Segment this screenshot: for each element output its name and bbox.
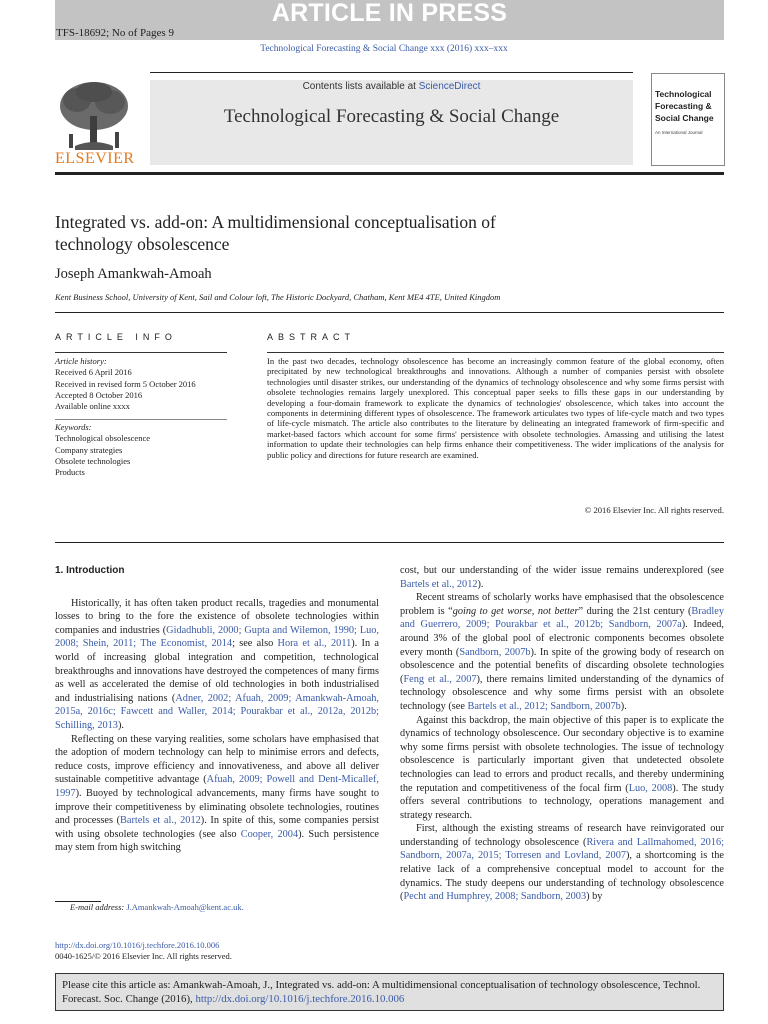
article-title: Integrated vs. add-on: A multidimensional conceptualisation of technology obsolescence xyxy=(55,212,496,254)
abstract-rule xyxy=(267,352,724,353)
intro-paragraph-4: Against this backdrop, the main objective of this paper is to explicate the dynamics of technology obsolescence. Our secondary objective is to examine why some firms persist with obsolete technologies. The issue of technology obsolescence is particularly important given that undetected obsolete technologies can lead to errors and product recalls, and thereby undermining the reputation and competitiveness of the focal firm (Luo, 2008). The study offers several contributions to technology, operations management and strategy research. xyxy=(400,714,724,821)
header-top-rule xyxy=(150,72,633,73)
citation-link[interactable]: Gidadhubli, 2000; Gupta and Wilemon, 1990; Luo, 2008; Shein, 2011; The Economist, 2014 xyxy=(55,624,380,650)
article-info-heading: ARTICLE INFO xyxy=(55,332,177,342)
citation-link[interactable]: Sandborn, 2007b xyxy=(459,646,531,658)
article-info-rule xyxy=(55,352,227,353)
header-bottom-rule xyxy=(55,172,724,175)
citation-link[interactable]: Cooper, 2004 xyxy=(240,828,299,840)
cover-subtitle: An International Journal xyxy=(655,130,703,135)
journal-title: Technological Forecasting & Social Change xyxy=(223,106,560,127)
citation-link[interactable]: Rivera and Lallmahomed, 2016; Sandborn, 2007a, 2015; Torresen and Lovland, 2007 xyxy=(400,836,724,862)
history-received: Received 6 April 2016 xyxy=(55,367,132,378)
citation-link[interactable]: Pecht and Humphrey, 2008; Sandborn, 2003 xyxy=(403,891,587,903)
keyword-item: Company strategies xyxy=(55,444,123,455)
email-footnote: E-mail address: J.Amankwah-Amoah@kent.ac.uk. xyxy=(70,902,244,912)
citation-link[interactable]: Feng et al., 2007 xyxy=(403,673,477,685)
keyword-item: Technological obsolescence xyxy=(55,433,150,444)
journal-header-box xyxy=(150,80,633,165)
citation-link[interactable]: Bartels et al., 2012 xyxy=(120,815,201,827)
citation-link[interactable]: Afuah, 2009; Powell and Dent-Micallef, 1997 xyxy=(55,774,379,799)
introduction-heading: 1. Introduction xyxy=(55,565,125,576)
keywords-label: Keywords: xyxy=(55,422,92,432)
manuscript-id: TFS-18692; No of Pages 9 xyxy=(56,27,174,39)
keywords-block xyxy=(55,422,227,478)
intro-paragraph-3: Recent streams of scholarly works have emphasised that the obsolescence problem is “going to get worse, not better” during the 21st century (Bradley and Guerrero, 2009; Pourakbar et al., 2012b; Sandborn, 2007a). Indeed, around 3% of the global pool of electronic components becomes obsolete every month (Sandborn, 2007b). In spite of the growing body of research on obsolescence and the potential benefits of discarding obsolete technologies (Feng et al., 2007), there remains limited understanding of the dynamics of technology obsolescence and why some firms persist with an obsolete technology (see Bartels et al., 2012; Sandborn, 2007b). xyxy=(400,592,725,712)
history-accepted: Accepted 8 October 2016 xyxy=(55,389,143,400)
abstract-bottom-rule xyxy=(55,542,724,543)
body-right-column xyxy=(400,564,724,904)
citation-link[interactable]: Bartels et al., 2012; Sandborn, 2007b xyxy=(467,700,621,712)
issn-line: 0040-1625/© 2016 Elsevier Inc. All rights reserved. xyxy=(55,951,232,961)
cover-title: Technological Forecasting & Social Change xyxy=(655,89,714,123)
abstract-text: In the past two decades, technology obsolescence has become an increasingly common feature of the global economy, often precipitated by new technological breakthroughs and innovations. Although a number of companies persist with obsolete technologies until disaster strikes, our understanding of the dynamics of technology obsolescence and why some firms persist with obsolete technologies remains largely unexplored. This conceptual paper seeks to fills these gaps in our understanding by developing a four-domain framework to explicate the dynamics of technologies' obsolescence, which takes into account the components in determining different types of obsolescence. The framework articulates two types of life-cycle match and two types of life-cycle mismatch. The article also contributes to the literature by delineating an integrated framework of firm-specific and market-based factors which account for some firms' persistence with obsolete technologies. Amassing and utilising the latest information to update their technologies can help firms enhance their competitiveness. The wider implications of the analysis for public policy and directions for future research are examined. xyxy=(267,356,724,460)
sciencedirect-link[interactable]: ScienceDirect xyxy=(418,81,481,92)
intro-paragraph-5: First, although the existing streams of research have reinvigorated our understanding of technology obsolescence (Rivera and Lallmahomed, 2016; Sandborn, 2007a, 2015; Torresen and Lovland, 2007), a shortcoming is the relative lack of a comprehensive conceptual model to account for the dynamics. The study deepens our understanding of technology obsolescence (Pecht and Humphrey, 2008; Sandborn, 2003) by xyxy=(400,823,724,903)
history-label: Article history: xyxy=(55,356,107,366)
citation-link[interactable]: Luo, 2008 xyxy=(628,782,673,794)
contents-line: Contents lists available at ScienceDirect xyxy=(302,81,481,92)
citation-link[interactable]: Bartels et al., 2012 xyxy=(400,578,478,590)
keyword-item: Products xyxy=(55,467,85,478)
keyword-item: Obsolete technologies xyxy=(55,455,131,466)
citation-link[interactable]: Bradley and Guerrero, 2009; Pourakbar et al., 2012b; Sandborn, 2007a xyxy=(400,605,725,631)
author-affiliation: Kent Business School, University of Kent, Sail and Colour loft, The Historic Dockyard, Chatham, Kent ME4 4TE, United Kingdom xyxy=(55,292,501,302)
keywords-rule xyxy=(55,419,227,420)
abstract-copyright: © 2016 Elsevier Inc. All rights reserved. xyxy=(584,505,724,515)
history-revised: Received in revised form 5 October 2016 xyxy=(55,378,196,389)
abstract-heading: ABSTRACT xyxy=(267,332,356,342)
article-history xyxy=(55,356,227,412)
journal-reference-link[interactable]: Technological Forecasting & Social Change xxx (2016) xxx–xxx xyxy=(260,44,508,54)
citation-text: Please cite this article as: Amankwah-Amoah, J., Integrated vs. add-on: A multidimensional conceptualisation of technology obsolescence, Technol. Forecast. Soc. Change (2016), http://dx.doi.org/10.1016/j.techfore.2016.10.006 xyxy=(62,979,701,1005)
citation-box xyxy=(55,973,724,1011)
author-name[interactable]: Joseph Amankwah-Amoah xyxy=(55,266,212,282)
citation-link[interactable]: Adner, 2002; Afuah, 2009; Amankwah-Amoah, 2015a, 2016c; Fawcett and Waller, 2014; Pourakbar et al., 2012a, 2012b; Schilling, 2013 xyxy=(55,692,379,731)
intro-paragraph-2: Reflecting on these varying realities, some scholars have emphasised that the adoption of modern technology can help to minimise errors and defects, reduce costs, improve efficiency and innovativeness, and above all deliver sustainable competitive advantage (Afuah, 2009; Powell and Dent-Micallef, 1997). Buoyed by technological advancements, many firms have sought to improve their competitiveness by eliminating obsolete technologies, routines and processes (Bartels et al., 2012). In spite of this, some companies persist with using obsolete technologies (see also Cooper, 2004). Such persistence may stem from high switching xyxy=(55,733,379,854)
history-online: Available online xxxx xyxy=(55,401,130,412)
doi-link[interactable]: http://dx.doi.org/10.1016/j.techfore.2016.10.006 xyxy=(55,940,220,950)
journal-cover-thumbnail[interactable] xyxy=(651,73,725,166)
article-in-press-label: ARTICLE IN PRESS xyxy=(271,0,508,27)
body-left-column xyxy=(55,564,379,855)
intro-paragraph-1: Historically, it has often taken product recalls, tragedies and monumental losses to bring to the fore the existence of obsolete technologies within companies and industries (Gidadhubli, 2000; Gupta and Wilemon, 1990; Luo, 2008; Shein, 2011; The Economist, 2014; see also Hora et al., 2011). In a world of increasing global integration and competition, technological breakthroughs and innovations have destroyed the competences of many firms as well as accelerated the demise of old technologies in both industrialised and industrialising nations (Adner, 2002; Afuah, 2009; Amankwah-Amoah, 2015a, 2016c; Fawcett and Waller, 2014; Pourakbar et al., 2012a, 2012b; Schilling, 2013). xyxy=(55,597,380,731)
email-link[interactable]: J.Amankwah-Amoah@kent.ac.uk. xyxy=(126,902,244,912)
citation-doi-link[interactable]: http://dx.doi.org/10.1016/j.techfore.2016.10.006 xyxy=(195,993,405,1005)
intro-paragraph-continued: cost, but our understanding of the wider issue remains underexplored (see Bartels et al., 2012). xyxy=(400,565,724,590)
title-bottom-rule xyxy=(55,312,724,313)
elsevier-wordmark: ELSEVIER xyxy=(55,150,135,167)
citation-link[interactable]: Hora et al., 2011 xyxy=(277,638,352,650)
